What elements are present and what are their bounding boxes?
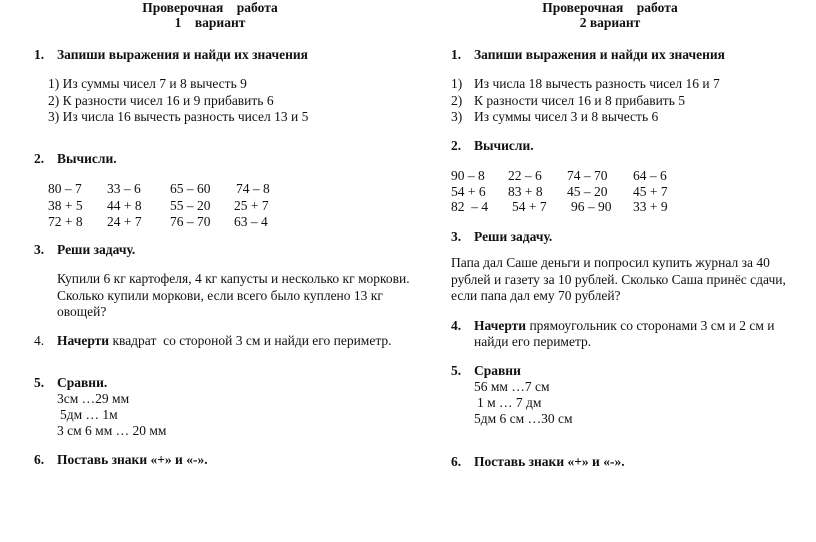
right-q1-number: 1. bbox=[451, 47, 462, 62]
right-q5-title: Сравни bbox=[474, 363, 521, 378]
left-q2-cell: 55 – 20 bbox=[170, 198, 211, 213]
right-q1-item-1-text: Из числа 18 вычесть разность чисел 16 и 7 bbox=[474, 76, 720, 91]
left-q3-line-3: овощей? bbox=[57, 304, 107, 319]
right-q1-item-1-num: 1) bbox=[451, 76, 463, 91]
left-q2-cell: 38 + 5 bbox=[48, 198, 83, 213]
right-q1-item-3-text: Из суммы чисел 3 и 8 вычесть 6 bbox=[474, 109, 659, 124]
left-q5-item-3: 3 см 6 мм … 20 мм bbox=[57, 423, 167, 438]
right-q4-number-text: 4. bbox=[451, 318, 462, 333]
right-q2-cell: 22 – 6 bbox=[508, 168, 542, 183]
left-q3-line-2: Сколько купили моркови, если всего было куплено 13 кг bbox=[57, 288, 383, 303]
right-q4-number bbox=[451, 317, 461, 334]
right-q2-cell: 90 – 8 bbox=[451, 168, 485, 183]
right-q3-line-1: Папа дал Саше деньги и попросил купить журнал за 40 bbox=[451, 255, 770, 270]
right-q2-cell: 54 + 6 bbox=[451, 184, 486, 199]
left-q2-cell: 72 + 8 bbox=[48, 214, 83, 229]
left-q3-line-1: Купили 6 кг картофеля, 4 кг капусты и несколько кг моркови. bbox=[57, 271, 410, 286]
left-q2-cell: 63 – 4 bbox=[234, 214, 268, 229]
left-q1-item-3: 3) Из числа 16 вычесть разность чисел 13 и 5 bbox=[48, 109, 309, 124]
right-q4-text bbox=[474, 317, 775, 334]
left-q3-title: Реши задачу. bbox=[57, 242, 136, 257]
left-q1-item-2: 2) К разности чисел 16 и 9 прибавить 6 bbox=[48, 93, 274, 108]
left-q5-number: 5. bbox=[34, 375, 45, 390]
right-q2-cell: 96 – 90 bbox=[571, 199, 612, 214]
right-q4-line-2: найди его периметр. bbox=[474, 334, 592, 349]
right-q4-rest: прямоугольник со сторонами 3 см и 2 см и bbox=[526, 318, 775, 333]
left-q2-cell: 25 + 7 bbox=[234, 198, 269, 213]
right-q6-title: Поставь знаки «+» и «-». bbox=[474, 454, 625, 469]
left-header-title: Проверочная работа bbox=[142, 0, 278, 15]
left-q2-cell: 65 – 60 bbox=[170, 181, 211, 196]
left-q1-item-1: 1) Из суммы чисел 7 и 8 вычесть 9 bbox=[48, 76, 247, 91]
right-q2-title: Вычисли. bbox=[474, 138, 534, 153]
left-q4-text bbox=[57, 332, 392, 349]
right-q1-item-2-text: К разности чисел 16 и 8 прибавить 5 bbox=[474, 93, 685, 108]
left-q4-bold: Начерти bbox=[57, 333, 110, 348]
left-q3-number: 3. bbox=[34, 242, 45, 257]
right-q2-cell: 45 – 20 bbox=[567, 184, 608, 199]
right-q2-cell: 83 + 8 bbox=[508, 184, 543, 199]
right-q3-number: 3. bbox=[451, 229, 462, 244]
right-q5-number: 5. bbox=[451, 363, 462, 378]
right-q4-bold: Начерти bbox=[474, 318, 527, 333]
right-q5-item-1: 56 мм …7 см bbox=[474, 379, 550, 394]
right-q1-item-3-num: 3) bbox=[451, 109, 463, 124]
right-q2-cell: 64 – 6 bbox=[633, 168, 667, 183]
right-q2-number: 2. bbox=[451, 138, 462, 153]
right-q1-item-2-num: 2) bbox=[451, 93, 463, 108]
left-q5-title: Сравни. bbox=[57, 375, 108, 390]
left-q5-item-2: 5дм … 1м bbox=[60, 407, 118, 422]
right-q6-number: 6. bbox=[451, 454, 462, 469]
right-q2-cell: 82 – 4 bbox=[451, 199, 489, 214]
left-q2-cell: 74 – 8 bbox=[236, 181, 270, 196]
right-q2-cell: 54 + 7 bbox=[512, 199, 547, 214]
left-q2-cell: 44 + 8 bbox=[107, 198, 142, 213]
right-header-title: Проверочная работа bbox=[542, 0, 678, 15]
left-q6-title: Поставь знаки «+» и «-». bbox=[57, 452, 208, 467]
right-q5-item-2: 1 м … 7 дм bbox=[477, 395, 542, 410]
left-q2-cell: 24 + 7 bbox=[107, 214, 142, 229]
right-q3-line-3: если папа дал ему 70 рублей? bbox=[451, 288, 621, 303]
left-header-variant: 1 вариант bbox=[174, 15, 246, 30]
right-q5-item-3: 5дм 6 см …30 см bbox=[474, 411, 573, 426]
left-q2-title: Вычисли. bbox=[57, 151, 117, 166]
left-q4-number: 4. bbox=[34, 333, 45, 348]
left-q2-number: 2. bbox=[34, 151, 45, 166]
left-q2-cell: 33 – 6 bbox=[107, 181, 141, 196]
right-header-variant: 2 вариант bbox=[579, 15, 641, 30]
right-q3-line-2: рублей и газету за 10 рублей. Сколько Саша принёс сдачи, bbox=[451, 272, 786, 287]
left-q1-title: Запиши выражения и найди их значения bbox=[57, 47, 308, 62]
left-q6-number: 6. bbox=[34, 452, 45, 467]
left-q4-rest: квадрат со стороной 3 см и найди его периметр. bbox=[109, 333, 392, 348]
right-q2-cell: 74 – 70 bbox=[567, 168, 608, 183]
right-q2-cell: 33 + 9 bbox=[633, 199, 668, 214]
left-q2-cell: 76 – 70 bbox=[170, 214, 211, 229]
right-q3-title: Реши задачу. bbox=[474, 229, 553, 244]
left-q5-item-1: 3см …29 мм bbox=[57, 391, 130, 406]
right-q1-title: Запиши выражения и найди их значения bbox=[474, 47, 725, 62]
right-q2-cell: 45 + 7 bbox=[633, 184, 668, 199]
left-q2-cell: 80 – 7 bbox=[48, 181, 82, 196]
left-q1-number: 1. bbox=[34, 47, 45, 62]
